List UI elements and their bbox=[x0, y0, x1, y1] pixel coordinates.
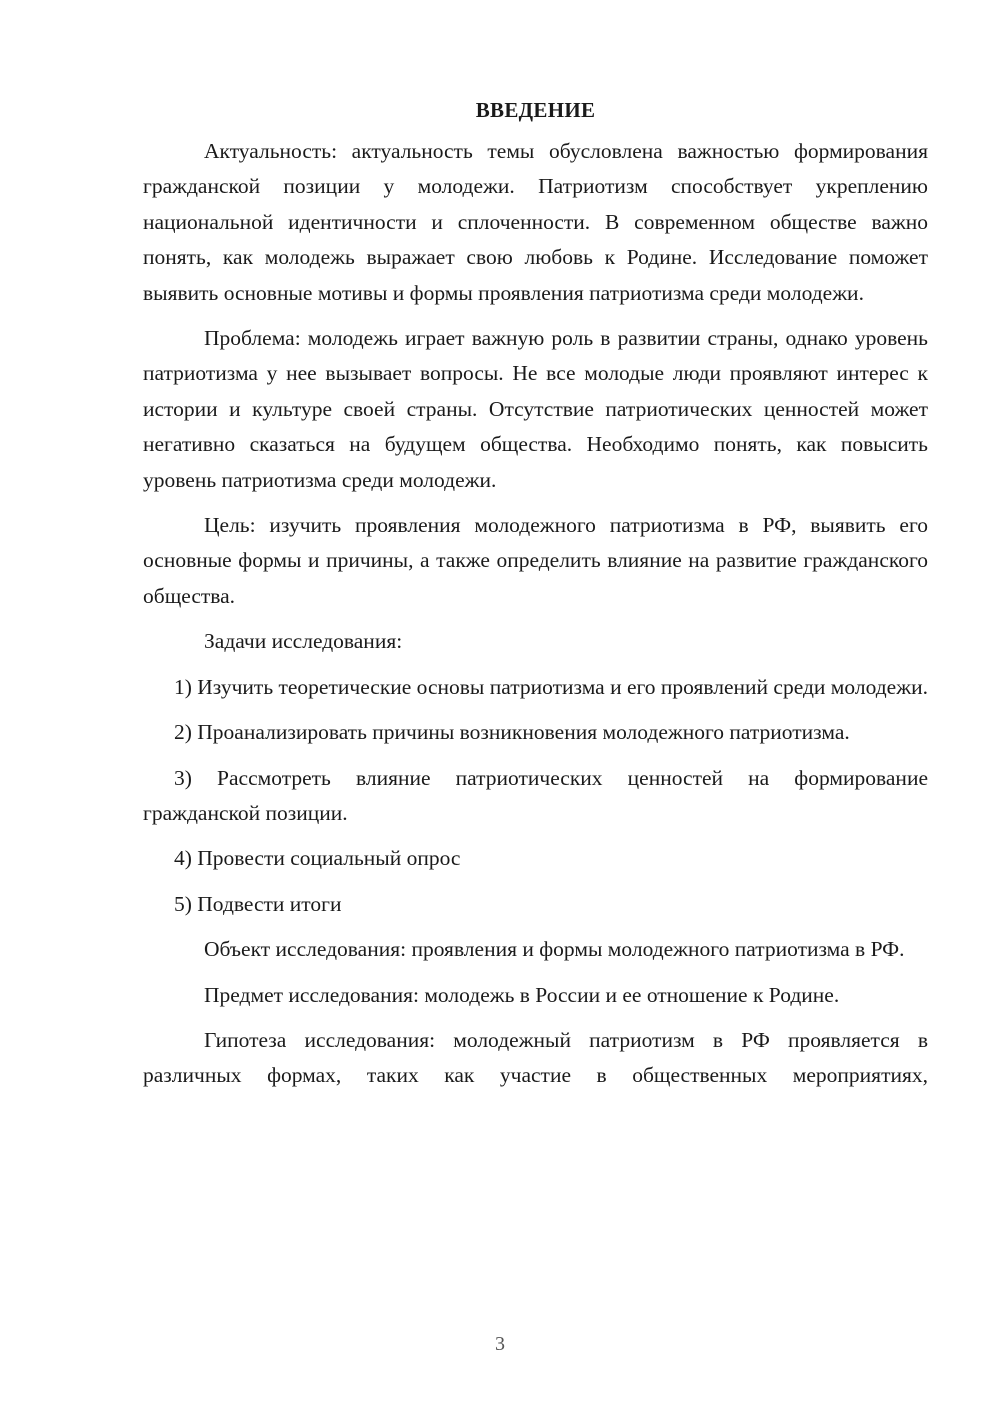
paragraph-subject: Предмет исследования: молодежь в России и ее отношение к Родине. bbox=[204, 982, 840, 1007]
page-number: 3 bbox=[495, 1333, 505, 1355]
paragraph-object: Объект исследования: проявления и формы молодежного патриотизма в РФ. bbox=[204, 937, 905, 962]
paragraph-goal: Цель: изучить проявления молодежного патриотизма в РФ, выявить его основные формы и причины, а также определить влияние на развитие гражданского общества. bbox=[143, 513, 928, 608]
paragraph-hypothesis: Гипотеза исследования: молодежный патриотизм в РФ проявляется в различных формах, таких как участие в общественных мероприятиях, bbox=[143, 1027, 928, 1088]
task-item-4: 4) Провести социальный опрос bbox=[174, 846, 461, 871]
paragraph-tasks-heading: Задачи исследования: bbox=[204, 629, 403, 654]
task-item-2: 2) Проанализировать причины возникновения молодежного патриотизма. bbox=[174, 720, 850, 745]
document-page bbox=[143, 90, 928, 1104]
paragraph-relevance: Актуальность: актуальность темы обусловлена важностью формирования гражданской позиции у молодежи. Патриотизм способствует укреплению национальной идентичности и сплоченности. В современном обществе важно понять, как молодежь выражает свою любовь к Родине. Исследование поможет выявить основные мотивы и формы проявления патриотизма среди молодежи. bbox=[143, 139, 928, 305]
task-item-1: 1) Изучить теоретические основы патриотизма и его проявлений среди молодежи. bbox=[174, 674, 928, 699]
task-item-3: 3) Рассмотреть влияние патриотических ценностей на формирование гражданской позиции. bbox=[143, 765, 928, 825]
paragraph-problem: Проблема: молодежь играет важную роль в развитии страны, однако уровень патриотизма у нее вызывает вопросы. Не все молодые люди проявляют интерес к истории и культуре своей страны. Отсутствие патриотических ценностей может негативно сказаться на будущем общества. Необходимо понять, как повысить уровень патриотизма среди молодежи. bbox=[143, 326, 928, 492]
task-item-5: 5) Подвести итоги bbox=[174, 891, 342, 916]
page-title: ВВЕДЕНИЕ bbox=[475, 98, 596, 122]
